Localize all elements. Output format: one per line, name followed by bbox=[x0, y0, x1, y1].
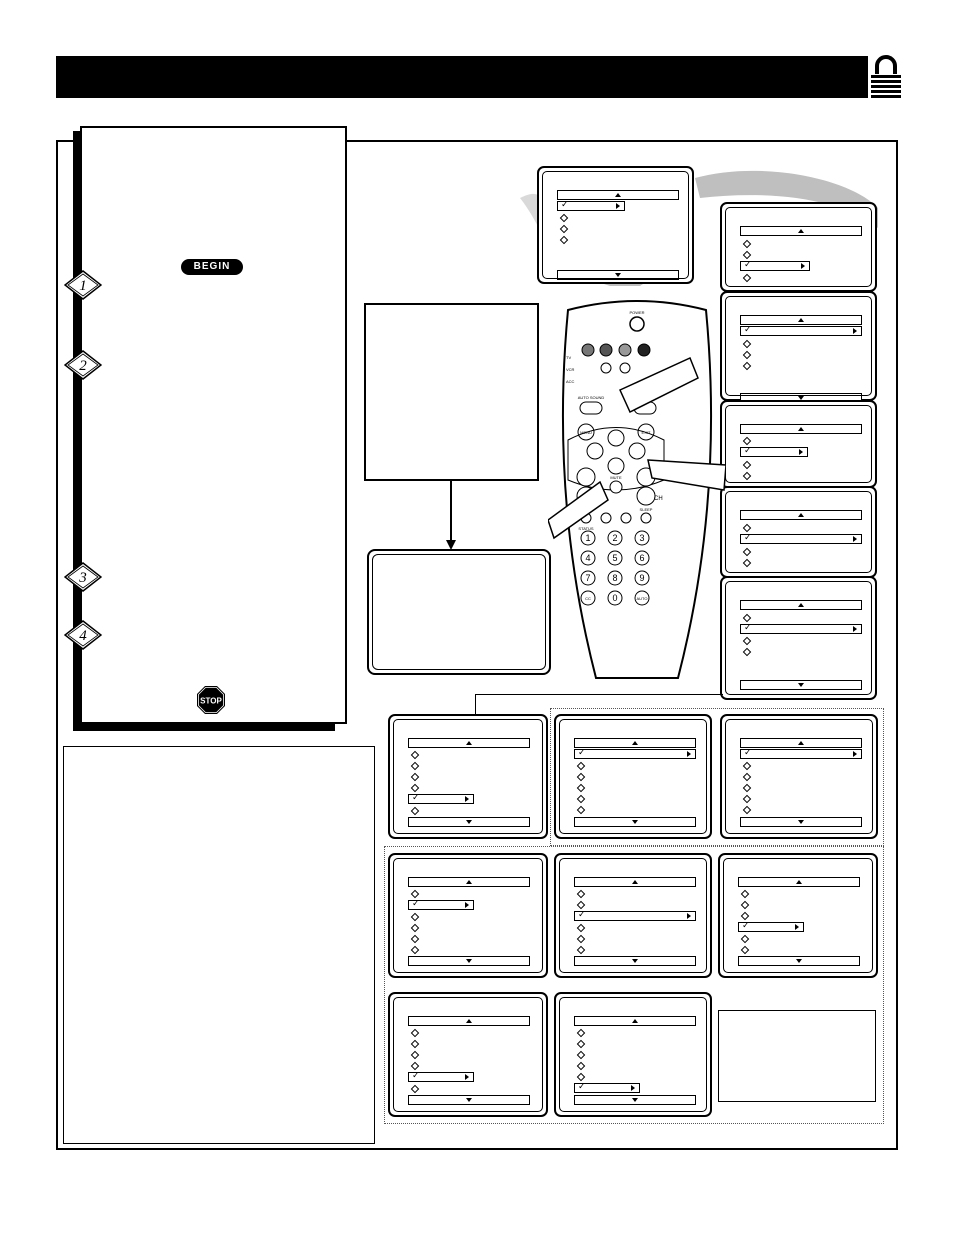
svg-text:9: 9 bbox=[639, 573, 645, 583]
svg-text:4: 4 bbox=[585, 553, 591, 563]
tv-screen-right-3 bbox=[720, 400, 877, 488]
instruction-panel bbox=[80, 126, 347, 724]
remote-control bbox=[548, 300, 726, 680]
connector-line-horizontal bbox=[475, 694, 723, 695]
tv-screen-grid-4 bbox=[388, 853, 548, 978]
tv-screen-grid-7 bbox=[388, 992, 548, 1117]
step-4-badge bbox=[64, 620, 94, 650]
tv-screen-right-1 bbox=[720, 202, 877, 292]
exit-label: EXIT bbox=[641, 430, 651, 435]
menu-label: MENU bbox=[580, 430, 592, 435]
auto-sound-label: AUTO SOUND bbox=[577, 395, 605, 400]
tv-screen-top bbox=[537, 166, 694, 284]
tv-screen-grid-5 bbox=[554, 853, 712, 978]
svg-text:3: 3 bbox=[639, 533, 645, 543]
stop-sign-icon bbox=[196, 685, 226, 715]
acc-label: ACC bbox=[566, 379, 575, 384]
title-bar bbox=[56, 56, 868, 98]
svg-text:6: 6 bbox=[639, 553, 645, 563]
stop-label: STOP bbox=[200, 696, 222, 706]
step-1-number: 1 bbox=[79, 278, 87, 294]
tv-label: TV bbox=[566, 355, 572, 360]
ch-label: CH bbox=[654, 496, 663, 502]
status-label: STATUS bbox=[578, 526, 594, 531]
note-box bbox=[718, 1010, 876, 1102]
callout-arrow-line bbox=[450, 481, 452, 541]
svg-text:CC: CC bbox=[585, 596, 591, 601]
vcr-label: VCR bbox=[566, 367, 575, 372]
tv-screen-right-2 bbox=[720, 291, 877, 401]
tv-screen-right-4 bbox=[720, 486, 877, 578]
tv-screen-grid-6 bbox=[718, 853, 878, 978]
power-label: POWER bbox=[629, 310, 645, 315]
callout-tv-screen bbox=[367, 549, 551, 675]
step-4-number: 4 bbox=[79, 628, 87, 644]
step-1-badge bbox=[64, 270, 94, 300]
power-button bbox=[630, 317, 644, 331]
tips-box bbox=[63, 746, 375, 1144]
step-2-badge bbox=[64, 350, 94, 380]
svg-text:2: 2 bbox=[612, 533, 618, 543]
tv-screen-grid-3 bbox=[720, 714, 878, 839]
step-3-number: 3 bbox=[79, 570, 87, 586]
begin-badge: BEGIN bbox=[181, 259, 243, 275]
tv-screen-grid-1 bbox=[388, 714, 548, 839]
svg-text:7: 7 bbox=[585, 573, 591, 583]
svg-text:1: 1 bbox=[585, 533, 591, 543]
callout-box bbox=[364, 303, 539, 481]
sleep-label: SLEEP bbox=[639, 507, 653, 512]
svg-text:8: 8 bbox=[612, 573, 618, 583]
tv-screen-grid-2 bbox=[554, 714, 712, 839]
mute-label: MUTE bbox=[610, 475, 622, 480]
svg-text:5: 5 bbox=[612, 553, 618, 563]
tv-screen-right-5 bbox=[720, 576, 877, 700]
svg-text:AUTO: AUTO bbox=[636, 596, 648, 601]
svg-text:0: 0 bbox=[612, 593, 618, 603]
lock-icon bbox=[868, 54, 904, 100]
step-3-badge bbox=[64, 562, 94, 592]
tv-screen-grid-8 bbox=[554, 992, 712, 1117]
step-2-number: 2 bbox=[79, 358, 87, 374]
